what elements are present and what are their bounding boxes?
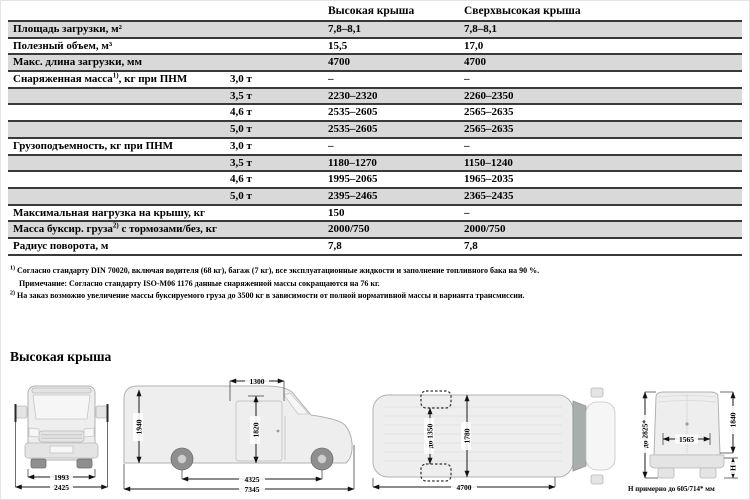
- top-view-drawing: [362, 375, 618, 497]
- value-variant-2: 2565–2635: [464, 123, 514, 136]
- dim-top-cargo-length: 4700: [456, 483, 472, 492]
- dim-rear-door-width: 1565: [679, 435, 694, 444]
- dim-rear-load-height: H: [728, 465, 738, 471]
- value-variant-1: 7,8–8,1: [328, 23, 361, 35]
- value-variant-2: –: [464, 139, 470, 152]
- table-header-row: [8, 2, 742, 20]
- header-variant-1: Высокая крыша: [328, 5, 415, 17]
- header-empty-cell: [230, 2, 328, 20]
- footnote-2: $^{2)}$ На заказ возможно увеличение массы буксируемого груза до 3500 кг в зависимости от полной нормативной массы и варианта трансмиссии.: [10, 290, 525, 301]
- table-row: [8, 20, 742, 37]
- row-sublabel: [230, 239, 328, 254]
- row-label: Полезный объем, м³: [13, 39, 113, 52]
- windshield: [573, 401, 586, 471]
- row-label: Радиус поворота, м: [13, 239, 109, 252]
- dim-front-width-inner: 1993: [54, 473, 69, 482]
- value-variant-1: 1180–1270: [328, 156, 377, 169]
- value-variant-2: 7,8: [464, 239, 478, 252]
- value-variant-2: –: [464, 73, 470, 86]
- value-variant-1: 2395–2465: [328, 189, 378, 202]
- footnote-1: $^{1)}$ Согласно стандарту DIN 70020, включая водителя (68 кг), багаж (7 кг), все эксплуатационные жидкости и заполнение топливного бака на 90 %.: [10, 265, 540, 275]
- value-variant-1: 15,5: [328, 39, 348, 52]
- section-title: Высокая крыша: [10, 349, 112, 364]
- table-row: [8, 37, 742, 54]
- row-sublabel: [230, 206, 328, 221]
- van-front-silhouette: [16, 386, 107, 468]
- van-top-silhouette: [373, 388, 615, 484]
- van-side-silhouette: [124, 386, 352, 470]
- spec-table: [8, 2, 742, 256]
- value-variant-1: 2230–2320: [328, 89, 378, 102]
- row-label: Площадь загрузки, м²: [13, 23, 122, 35]
- right-mirror: [591, 475, 603, 484]
- row-label: Снаряженная масса: [13, 73, 113, 86]
- row-sublabel: [230, 39, 328, 54]
- row-sublabel: [230, 222, 328, 237]
- row-sublabel: 3,0 т: [230, 139, 252, 152]
- value-variant-1: 1995–2065: [328, 173, 378, 186]
- dim-side-door-height: 1820: [251, 422, 261, 438]
- value-variant-2: 1150–1240: [464, 156, 513, 169]
- row-sublabel: [230, 55, 328, 70]
- row-sublabel: [230, 22, 328, 37]
- value-variant-2: 2260–2350: [464, 89, 514, 102]
- row-sublabel: 4,6 т: [230, 173, 252, 186]
- table-row: [8, 187, 742, 204]
- side-view-drawing: [118, 375, 360, 497]
- dim-top-door-width: до 1350: [425, 423, 435, 449]
- value-variant-2: 4700: [464, 56, 486, 69]
- value-variant-1: –: [328, 73, 334, 86]
- value-variant-2: –: [464, 206, 470, 219]
- row-label: Грузоподъемность, кг при ПНМ: [13, 139, 174, 152]
- row-label: Масса буксир. груза: [13, 223, 113, 236]
- table-row: [8, 120, 742, 137]
- dim-side-door-width: 1300: [249, 377, 265, 386]
- table-row: [8, 237, 742, 256]
- rear-height-caption: Н примерно до 605/714* мм: [628, 485, 715, 493]
- row-label: Макс. длина загрузки, мм: [13, 56, 142, 69]
- table-row: [8, 53, 742, 70]
- table-row: [8, 154, 742, 171]
- value-variant-1: 4700: [328, 56, 350, 69]
- table-row: Снаряженная масса$^{1)}$, кг при ПНМ 3,0 т – –: [8, 70, 742, 87]
- table-row: [8, 103, 742, 120]
- footnote-1-note: Примечание: Согласно стандарту ISO-M06 1176 данные снаряженной массы сокращаются на 76 кг.: [19, 278, 380, 288]
- table-row: [8, 204, 742, 221]
- value-variant-1: 2535–2605: [328, 106, 378, 119]
- value-variant-2: 2000/750: [464, 223, 506, 236]
- row-sublabel: 3,5 т: [230, 89, 252, 102]
- header-empty-cell: [8, 2, 230, 20]
- dim-side-interior-height: 1940: [134, 419, 144, 435]
- footnotes: [10, 265, 742, 303]
- value-variant-2: 2365–2435: [464, 189, 514, 202]
- table-row: Масса буксир. груза$^{2)}$ с тормозами/без, кг 2000/750 2000/750: [8, 220, 742, 237]
- dim-rear-total-height: до 2825*: [640, 419, 650, 449]
- left-mirror: [16, 406, 27, 418]
- right-mirror: [96, 406, 107, 418]
- rear-view-drawing: [620, 370, 746, 498]
- value-variant-1: –: [328, 139, 334, 152]
- value-variant-2: 17,0: [464, 39, 484, 52]
- row-label: Максимальная нагрузка на крышу, кг: [13, 206, 206, 219]
- row-sublabel: 4,6 т: [230, 106, 252, 119]
- value-variant-2: 2565–2635: [464, 106, 514, 119]
- value-variant-1: 2000/750: [328, 223, 370, 236]
- table-row: [8, 87, 742, 104]
- table-row: [8, 137, 742, 154]
- dim-front-width-outer: 2425: [54, 483, 69, 492]
- dim-side-wheelbase: 4325: [244, 475, 260, 484]
- value-variant-1: 7,8: [328, 239, 342, 252]
- value-variant-2: 1965–2035: [464, 173, 514, 186]
- dim-rear-door-height: 1840: [728, 412, 738, 428]
- row-sublabel: 3,5 т: [230, 156, 252, 169]
- dim-top-interior-width: 1780: [462, 428, 472, 444]
- front-view-drawing: [12, 380, 112, 498]
- row-sublabel: 5,0 т: [230, 123, 252, 136]
- dim-side-total-length: 7345: [244, 485, 260, 494]
- header-variant-2: Сверхвысокая крыша: [464, 5, 581, 17]
- row-sublabel: 3,0 т: [230, 73, 252, 86]
- row-sublabel: 5,0 т: [230, 189, 252, 202]
- left-mirror: [591, 388, 603, 397]
- table-row: [8, 170, 742, 187]
- value-variant-2: 7,8–8,1: [464, 23, 497, 35]
- value-variant-1: 2535–2605: [328, 123, 378, 136]
- value-variant-1: 150: [328, 206, 345, 219]
